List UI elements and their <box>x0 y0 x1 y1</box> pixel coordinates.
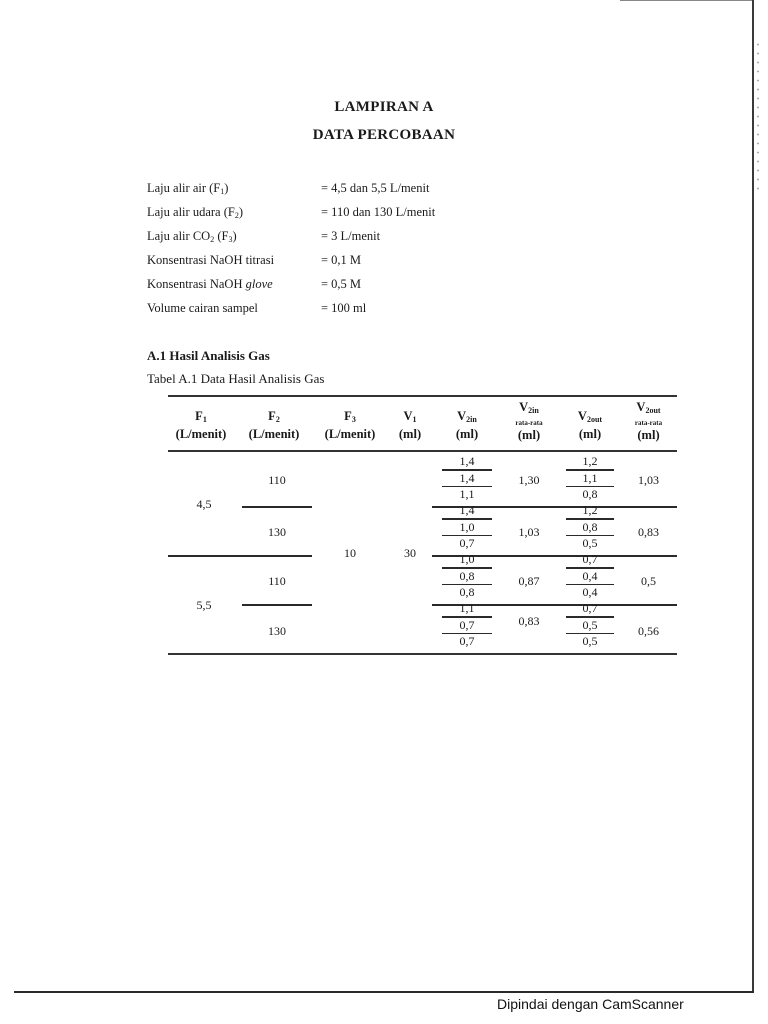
v2out-replicate-value: 0,4 <box>582 568 598 583</box>
v2in-average: 0,87 <box>518 574 540 588</box>
v2in-replicate-value: 0,7 <box>459 617 475 632</box>
v2out-replicate-value: 0,7 <box>582 552 598 566</box>
param-value: = 100 ml <box>321 301 367 315</box>
v2out-replicate-value: 1,2 <box>582 454 598 468</box>
v2in-replicate-value: 1,1 <box>459 601 475 615</box>
v2out-replicate-value: 0,8 <box>582 519 598 534</box>
v2out-replicate-value: 1,1 <box>582 470 598 485</box>
param-label: Konsentrasi NaOH titrasi <box>147 253 275 267</box>
param-value: = 0,1 M <box>321 253 362 267</box>
f2-value: 130 <box>268 624 286 638</box>
param-row-f2 <box>147 204 521 228</box>
v2in-replicate-value: 0,8 <box>459 568 475 583</box>
v2in-average: 1,03 <box>518 525 540 539</box>
v1-value: 30 <box>404 546 416 560</box>
table-caption: Tabel A.1 Data Hasil Analisis Gas <box>147 371 325 386</box>
param-value: = 3 L/menit <box>321 229 381 243</box>
v2in-replicate-value: 0,7 <box>459 536 475 550</box>
f2-divider <box>242 506 312 508</box>
table-header-rule <box>168 450 677 452</box>
param-label: Laju alir $CO_2$ $(F_3)$ <box>147 229 237 244</box>
param-label: Volume cairan sampel <box>147 301 258 315</box>
f1-group-divider <box>168 555 312 557</box>
appendix-subtitle: DATA PERCOBAAN <box>312 127 456 143</box>
f3-value: 10 <box>344 546 356 560</box>
v2in-replicate-value: 1,4 <box>459 454 475 468</box>
f2-value: 110 <box>268 473 286 487</box>
header-v2out: $V_{2out}$ (ml) <box>577 409 603 441</box>
v2in-replicate-value: 1,4 <box>459 503 475 517</box>
param-row-sample-volume <box>147 300 521 324</box>
table-bottom-rule <box>168 653 677 655</box>
header-f1: $F_1$ (L/menit) <box>175 409 227 441</box>
v2in-replicate-value: 1,0 <box>459 519 475 534</box>
param-row-f1 <box>147 180 521 204</box>
param-value: = 4,5 dan 5,5 L/menit <box>321 181 430 195</box>
v2out-replicate-value: 0,4 <box>582 585 598 599</box>
header-v2in-average: $V_{2in}$ rata-rata (ml) <box>515 400 543 442</box>
camscanner-watermark: Dipindai dengan CamScanner <box>497 996 684 1012</box>
header-v1: $V_1$ (ml) <box>398 409 422 441</box>
param-row-f3 <box>147 228 521 252</box>
param-label: Laju alir air $(F_1)$ <box>147 181 229 196</box>
v2in-average: 1,30 <box>518 473 540 487</box>
v2out-replicate-value: 0,5 <box>582 617 598 632</box>
v2in-replicate-value: 1,0 <box>459 552 475 566</box>
page-edge-top <box>620 0 754 1</box>
v2in-replicate-value: 1,4 <box>459 470 475 485</box>
param-row-naoh-titration <box>147 252 521 276</box>
v2out-average: 0,83 <box>638 525 659 539</box>
appendix-title: LAMPIRAN A <box>334 99 434 115</box>
table-top-rule <box>168 395 677 397</box>
v2out-replicate-value: 1,2 <box>582 503 598 517</box>
v2out-average: 0,5 <box>641 574 656 588</box>
header-f2: $F_2$ (L/menit) <box>248 409 300 441</box>
f2-divider <box>242 604 312 606</box>
section-heading: A.1 Hasil Analisis Gas <box>147 348 270 363</box>
param-label: Laju alir udara $(F_2)$ <box>147 205 243 220</box>
v2out-replicate-value: 0,5 <box>582 536 598 550</box>
v2in-replicate-value: 0,8 <box>459 585 475 599</box>
header-v2in: $V_{2in}$ (ml) <box>455 409 479 441</box>
v2out-replicate-value: 0,5 <box>582 634 598 648</box>
param-row-naoh-glove <box>147 276 521 300</box>
f2-value: 130 <box>268 525 286 539</box>
gas-analysis-table <box>168 395 677 657</box>
page-edge-bottom <box>14 991 754 993</box>
param-label: Konsentrasi NaOH glove <box>147 277 273 291</box>
param-value: = 0,5 M <box>321 277 362 291</box>
v2out-average: 0,56 <box>638 624 659 638</box>
v2out-replicate-value: 0,8 <box>582 487 598 501</box>
header-f3: $F_3$ (L/menit) <box>324 409 376 441</box>
v2in-replicate-value: 0,7 <box>459 634 475 648</box>
header-v2out-average: $V_{2out}$ rata-rata (ml) <box>634 400 663 442</box>
v2out-average: 1,03 <box>638 473 659 487</box>
f1-value: 5,5 <box>196 598 212 612</box>
param-value: = 110 dan 130 L/menit <box>321 205 436 219</box>
v2out-replicate-value: 0,7 <box>582 601 598 615</box>
page-edge-right <box>752 0 754 992</box>
f1-value: 4,5 <box>196 497 212 511</box>
experiment-parameters <box>147 180 521 324</box>
v2in-replicate-value: 1,1 <box>459 487 475 501</box>
f2-value: 110 <box>268 574 286 588</box>
v2in-average: 0,83 <box>518 614 540 628</box>
